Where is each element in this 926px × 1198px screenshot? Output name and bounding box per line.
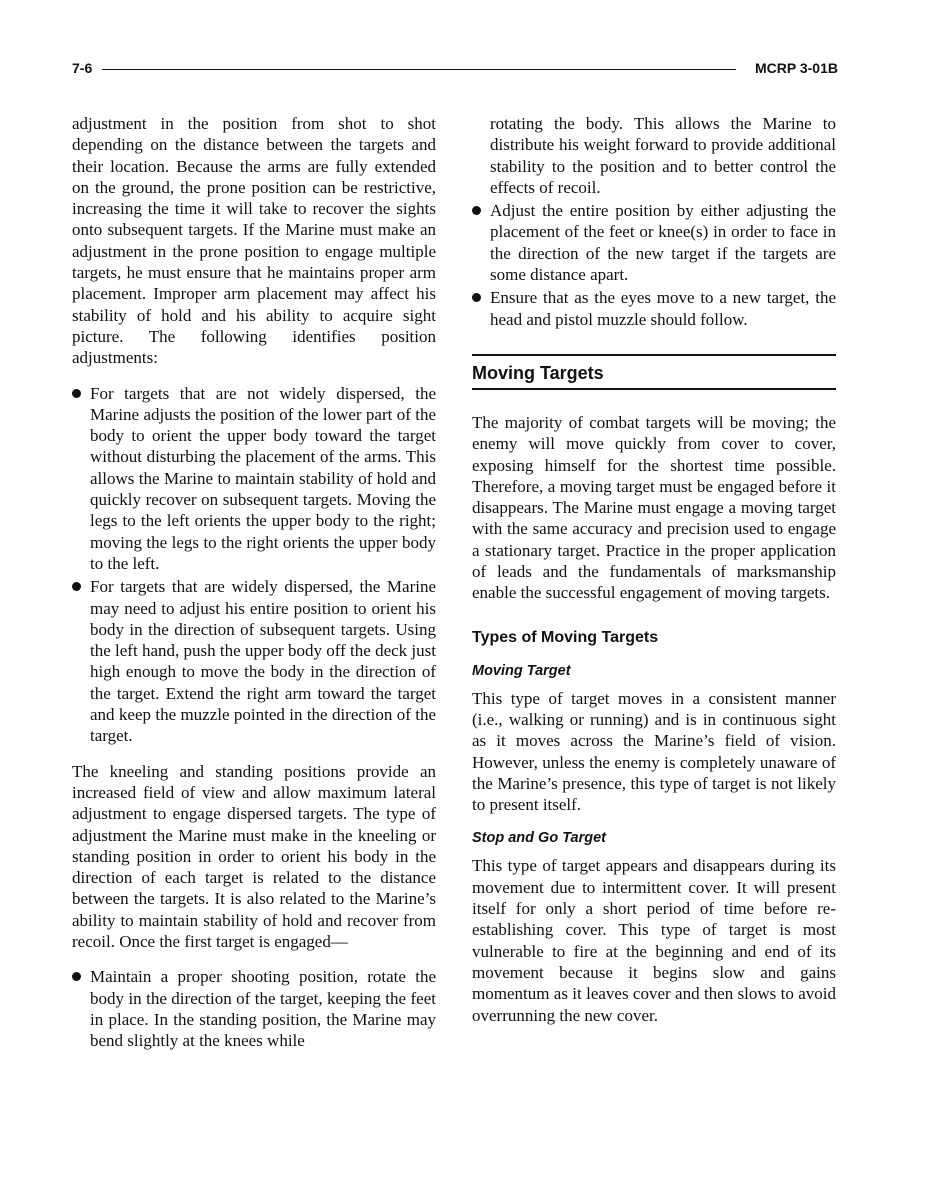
stop-go-heading: Stop and Go Target xyxy=(472,830,606,847)
section-header xyxy=(472,354,836,390)
bullet-icon xyxy=(472,293,481,302)
left-column xyxy=(72,113,436,1065)
position-adjustments-list xyxy=(72,383,436,747)
bullet-icon xyxy=(472,206,481,215)
list-item: For targets that are widely dispersed, the Marine may need to adjust his entire position to orient his body in the direction of subsequent targets. Using the left hand, push the upper body off the deck just high enough to move the body in the direction of the target. Extend the right arm toward the target and keep the muzzle pointed in the direction of the target. xyxy=(72,576,436,746)
bullet-icon xyxy=(72,389,81,398)
engaged-actions-list-continued xyxy=(472,200,836,330)
subsection-title: Types of Moving Targets xyxy=(472,628,659,646)
paragraph-kneeling-standing: The kneeling and standing positions provide an increased field of view and allow maximum lateral adjustment to engage dispersed targets. The type of adjustment the Marine must make in the kneeling or standing position in order to orient his body in the direction of each target is related to the distance between the targets. It is also related to the Marine’s ability to maintain stability of hold and recover from recoil. Once the first target is engaged— xyxy=(72,761,436,951)
list-item: For targets that are not widely dispersed, the Marine adjusts the position of the lower part of the body to orient the upper body toward the target without disturbing the placement of the arms. This allows the Marine to maintain stability of hold and quickly recover on subsequent targets. Moving the legs to the left orients the upper body to the right; moving the legs to the right orients the upper body to the left. xyxy=(72,383,436,575)
list-item: Ensure that as the eyes move to a new target, the head and pistol muzzle should follow. xyxy=(472,287,836,330)
list-item: Adjust the entire position by either adjusting the placement of the feet or knee(s) in order to face in the direction of the new target if the targets are some distance apart. xyxy=(472,200,836,285)
list-item: Maintain a proper shooting position, rotate the body in the direction of the target, keeping the feet in place. In the standing position, the Marine may bend slightly at the knees while xyxy=(72,966,436,1051)
paragraph-prone-adjustment: adjustment in the position from shot to shot depending on the distance between the targets and their location. Because the arms are fully extended on the ground, the prone position can be restrictive, increasing the time it will take to recover the sights onto subsequent targets. If the Marine must make an adjustment in the prone position to engage multiple targets, he must ensure that he maintains proper arm placement. Improper arm placement may affect his stability of hold and his ability to acquire sight picture. The following identifies position adjustments: xyxy=(72,114,436,368)
moving-target-heading: Moving Target xyxy=(472,662,571,679)
list-item-continued: rotating the body. This allows the Marine to distribute his weight forward to provide additional stability to the position and to better control the effects of recoil. xyxy=(490,114,836,197)
page-header xyxy=(72,58,838,82)
bullet-icon xyxy=(72,582,81,591)
page-number: 7-6 xyxy=(72,60,93,76)
engaged-actions-list xyxy=(72,966,436,1051)
paragraph-moving-target: This type of target moves in a consistent manner (i.e., walking or running) and is in continuous sight as it moves across the Marine’s field of vision. However, unless the enemy is completely unaware of the Marine’s presence, this type of target is not likely to present itself. xyxy=(472,688,836,815)
publication-id: MCRP 3-01B xyxy=(755,60,838,76)
paragraph-moving-targets: The majority of combat targets will be moving; the enemy will move quickly from cover to cover, exposing himself for the shortest time possible. Therefore, a moving target must be engaged before it disappears. The Marine must engage a moving target with the same accuracy and precision used to engage a stationary target. Practice in the proper application of leads and the fundamentals of marksmanship enable the successful engagement of moving targets. xyxy=(472,412,836,603)
header-rule xyxy=(102,69,736,70)
right-column xyxy=(472,113,836,1040)
paragraph-stop-go: This type of target appears and disappears during its movement due to intermittent cover. It will present itself for only a short period of time before re-establishing cover. This type of target is most vulnerable to fire at the beginning and end of its movement because it begins slow and gains momentum as it leaves cover and then slows to avoid overrunning the new cover. xyxy=(472,856,836,1025)
bullet-icon xyxy=(72,972,81,981)
section-title: Moving Targets xyxy=(472,362,604,383)
